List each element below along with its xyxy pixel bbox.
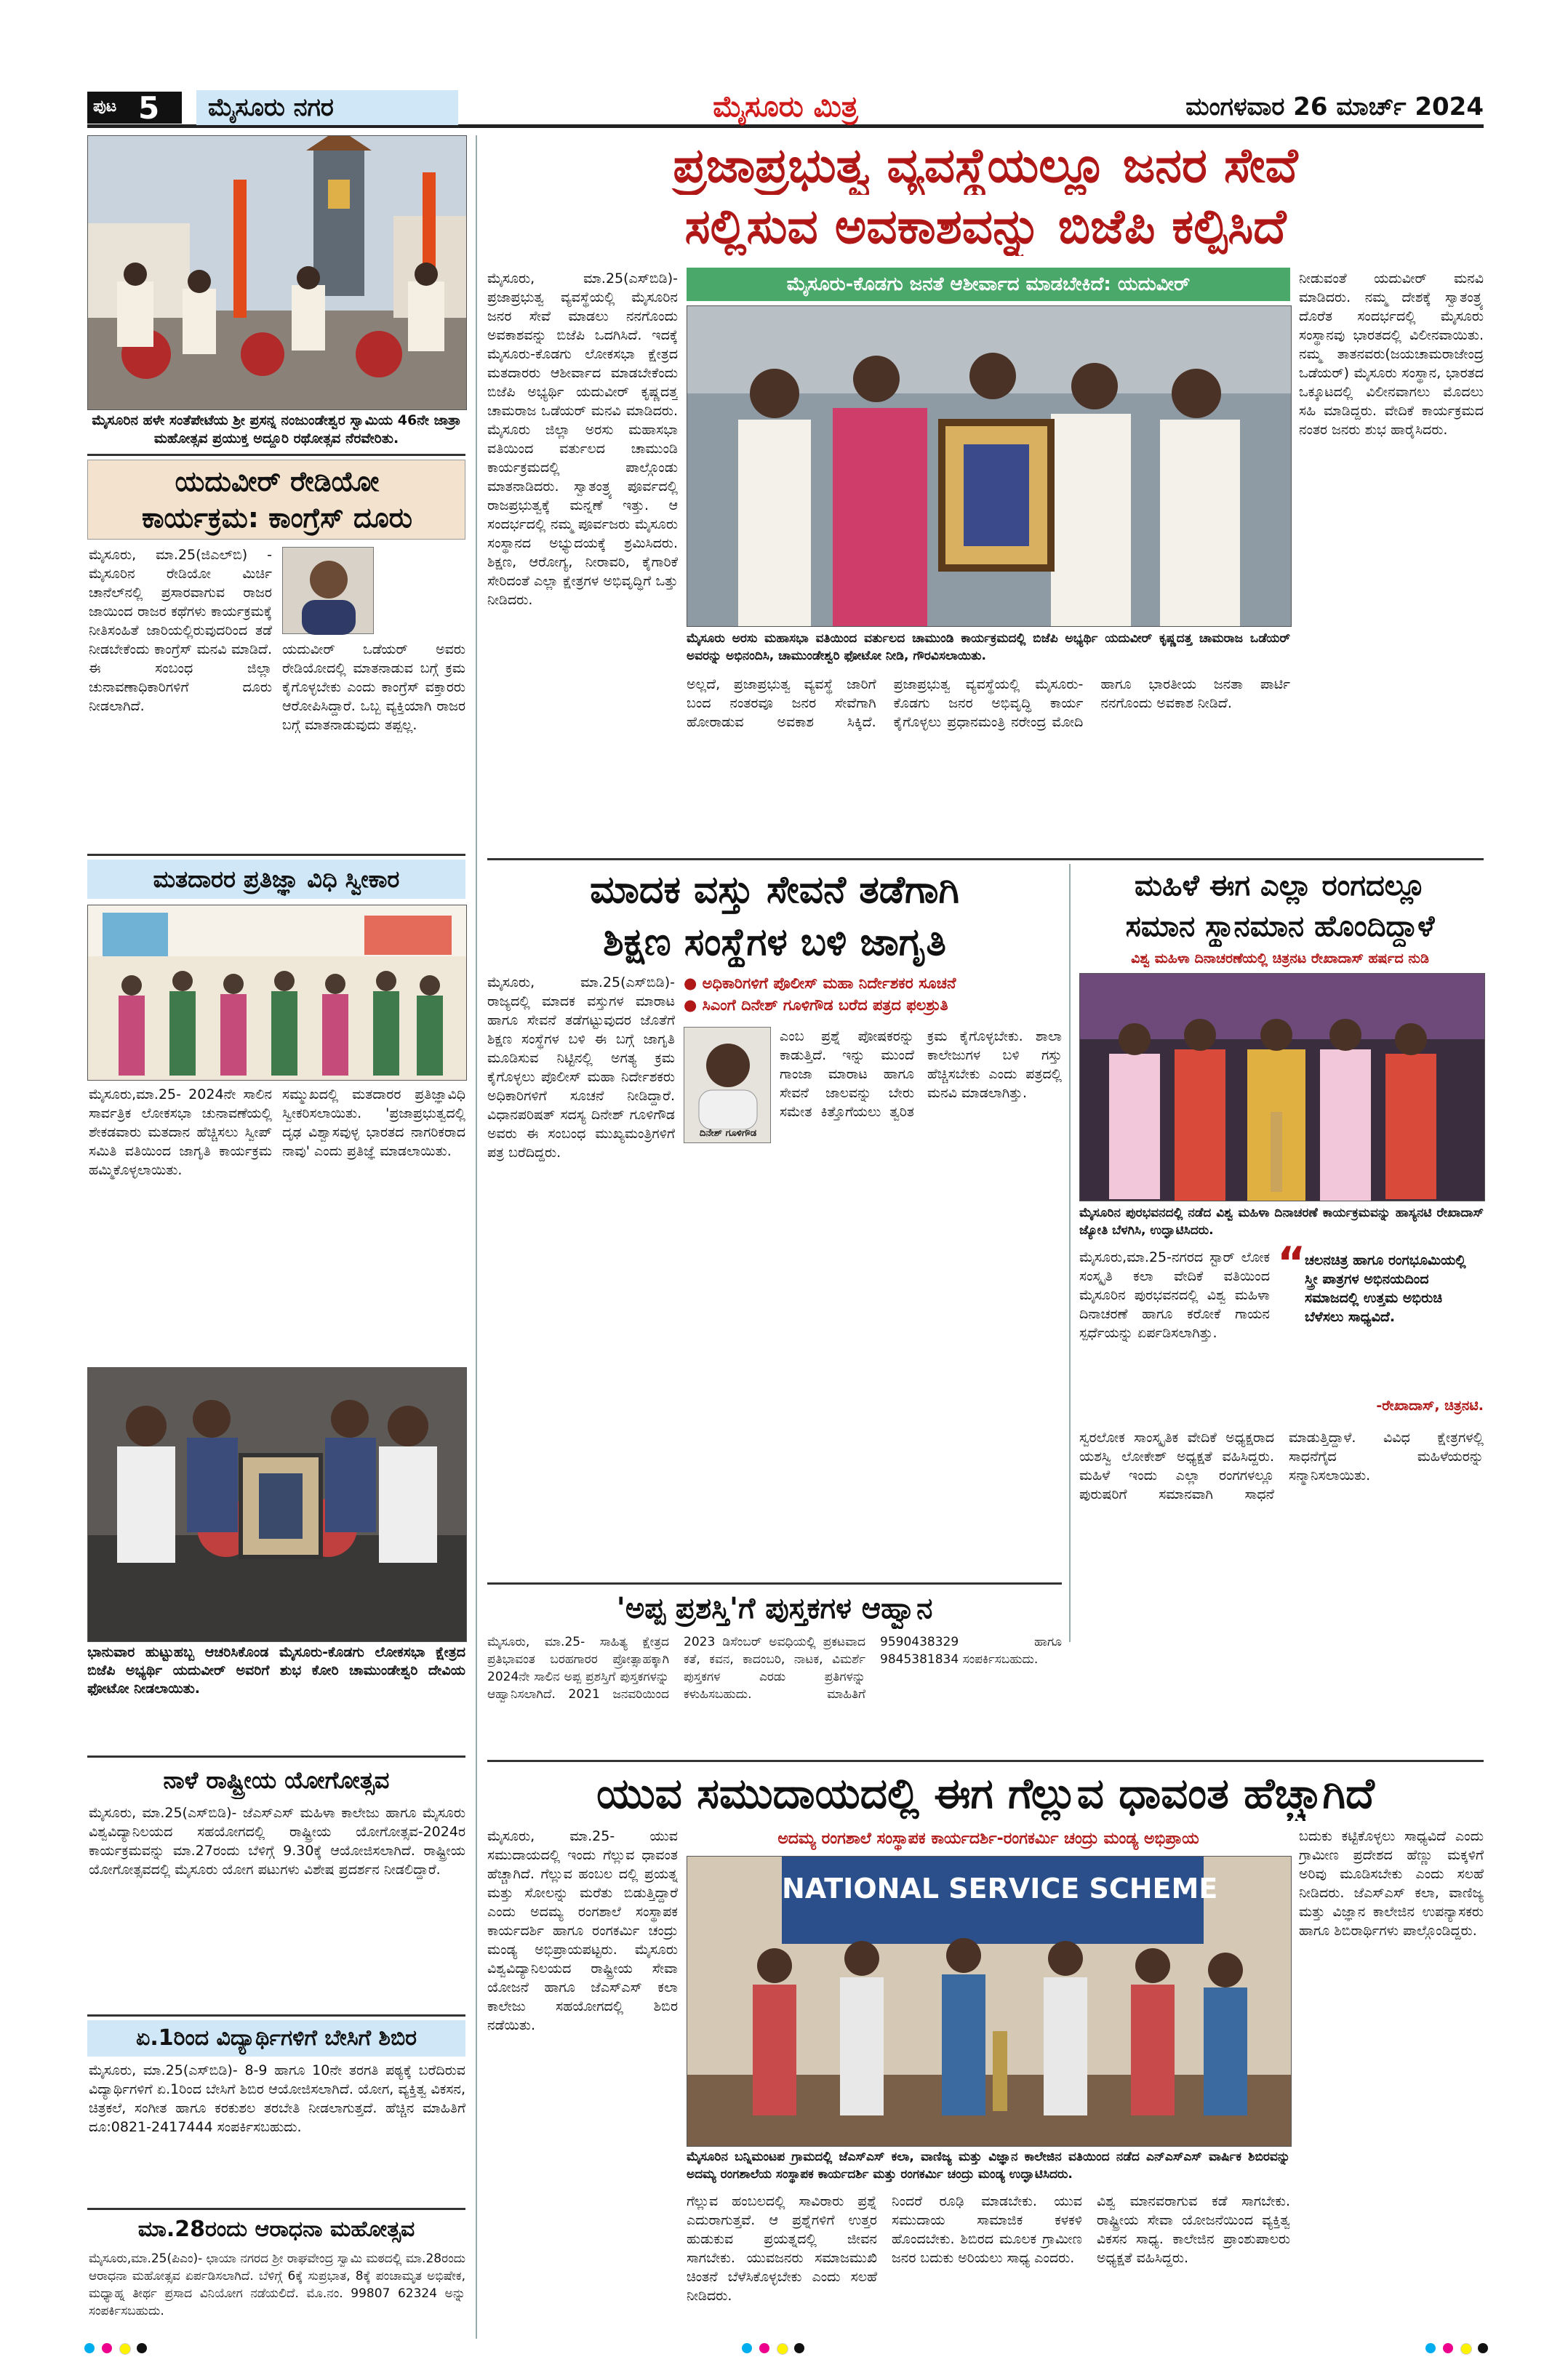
felicitation-photo-caption: ಮೈಸೂರು ಅರಸು ಮಹಾಸಭಾ ವತಿಯಿಂದ ವರ್ತುಲದ ಚಾಮುಂಡಿ ಕಾರ್ಯಕ್ರಮದಲ್ಲಿ ಬಿಜೆಪಿ ಅಭ್ಯರ್ಥಿ ಯದುವೀರ್ ಕೃಷ್ಣದತ್ತ ಚಾಮರಾಜ ಒಡೆಯರ್ ಅವರನ್ನು ಅಭಿನಂದಿಸಿ, ಚಾಮುಂಡೇಶ್ವರಿ ಫೋಟೋ ನೀಡಿ, ಗೌರವಿಸಲಾಯಿತು.: [687, 631, 1290, 663]
masthead: ಮೈಸೂರು ಮಿತ್ರ: [713, 90, 858, 124]
pledge-photo: [87, 905, 467, 1081]
youth-body-col4: ವಿಶ್ವ ಮಾನವರಾಗುವ ಕಡೆ ಸಾಗಬೇಕು. ರಾಷ್ಟ್ರೀಯ ಸೇವಾ ಯೋಜನೆಯಿಂದ ವ್ಯಕ್ತಿತ್ವ ವಿಕಸನ ಸಾಧ್ಯ. ಕಾಲೇಜಿನ ಪ್ರಾಂಶುಪಾಲರು ಅಧ್ಯಕ್ಷತೆ ವಹಿಸಿದ್ದರು.: [1097, 2193, 1290, 2266]
section-name: ಮೈಸೂರು ನಗರ: [196, 90, 458, 125]
registration-dot-magenta: [1443, 2343, 1453, 2353]
drugs-body-col1: ಮೈಸೂರು, ಮಾ.25(ಎಸ್‌ಬಿಡಿ)- ರಾಜ್ಯದಲ್ಲಿ ಮಾದಕ ವಸ್ತುಗಳ ಮಾರಾಟ ಹಾಗೂ ಸೇವನೆ ತಡೆಗಟ್ಟುವುದರ ಜೊತೆಗೆ ಶಿಕ್ಷಣ ಸಂಸ್ಥೆಗಳ ಬಳಿ ಈ ಬಗ್ಗೆ ಜಾಗೃತಿ ಮೂಡಿಸುವ ನಿಟ್ಟಿನಲ್ಲಿ ಅಗತ್ಯ ಕ್ರಮ ಕೈಗೊಳ್ಳಲು ಪೊಲೀಸ್ ಮಹಾ ನಿರ್ದೇಶಕರು ಅಧಿಕಾರಿಗಳಿಗೆ ಸೂಚನೆ ನೀಡಿದ್ದಾರೆ. ವಿಧಾನಪರಿಷತ್ ಸದಸ್ಯ ದಿನೇಶ್ ಗೂಳಿಗೌಡ ಅವರು ಈ ಸಂಬಂಧ ಮುಖ್ಯಮಂತ್ರಿಗಳಿಗೆ ಪತ್ರ ಬರೆದಿದ್ದರು.: [487, 974, 675, 1161]
youth-headline: ಯುವ ಸಮುದಾಯದಲ್ಲಿ ಈಗ ಗೆಲ್ಲುವ ಧಾವಂತ ಹೆಚ್ಚಾಗಿದೆ: [596, 1769, 1375, 1818]
birthday-illustration: [88, 1368, 466, 1641]
page-number: 5: [138, 90, 160, 126]
drugs-headline-1: ಮಾದಕ ವಸ್ತು ಸೇವನೆ ತಡೆಗಾಗಿ: [590, 868, 959, 912]
books-body: ಮೈಸೂರು, ಮಾ.25- ಸಾಹಿತ್ಯ ಕ್ಷೇತ್ರದ ಪ್ರತಿಭಾವಂತ ಬರಹಗಾರರ ಪ್ರೋತ್ಸಾಹಕ್ಕಾಗಿ 2024ನೇ ಸಾಲಿನ ಅಪ್ಪ ಪ್ರಶಸ್ತಿಗೆ ಪುಸ್ತಕಗಳನ್ನು ಆಹ್ವಾನಿಸಲಾಗಿದೆ. 2021 ಜನವರಿಯಿಂದ 2023 ಡಿಸೆಂಬರ್ ಅವಧಿಯಲ್ಲಿ ಪ್ರಕಟವಾದ ಕತೆ, ಕವನ, ಕಾದಂಬರಿ, ನಾಟಕ, ವಿಮರ್ಶೆ ಪುಸ್ತಕಗಳ ಎರಡು ಪ್ರತಿಗಳನ್ನು ಕಳುಹಿಸಬಹುದು. ಮಾಹಿತಿಗೆ 9590438329 ಹಾಗೂ 9845381834 ಸಂಪರ್ಕಿಸಬಹುದು.: [487, 1635, 1062, 1702]
radio-story-body-a: ಮೈಸೂರು, ಮಾ.25(ಜಿಎಲ್‌ಬಿ) - ಮೈಸೂರಿನ ರೇಡಿಯೋ ಮಿರ್ಚಿ ಚಾನೆಲ್‌ನಲ್ಲಿ ಪ್ರಸಾರವಾಗುವ ರಾಜರ ಜಾಯಿಂದ ರಾಜರ ಕಥೆಗಳು ಕಾರ್ಯಕ್ರಮಕ್ಕೆ ನೀತಿಸಂಹಿತೆ ಜಾರಿಯಲ್ಲಿರುವುದರಿಂದ ತಡೆ ನೀಡಬೇಕೆಂದು ಕಾಂಗ್ರೆಸ್ ಮನವಿ ಮಾಡಿದೆ. ಈ ಸಂಬಂಧ ಜಿಲ್ಲಾ ಚುನಾವಣಾಧಿಕಾರಿಗಳಿಗೆ ದೂರು ನೀಡಲಾಗಿದೆ.: [89, 547, 272, 714]
nss-banner-text: NATIONAL SERVICE SCHEME: [782, 1873, 1218, 1905]
nss-camp-photo-caption: ಮೈಸೂರಿನ ಬನ್ನಿಮಂಟಪ ಗ್ರಾಮದಲ್ಲಿ ಜೆಎಸ್‌ಎಸ್ ಕಲಾ, ವಾಣಿಜ್ಯ ಮತ್ತು ವಿಜ್ಞಾನ ಕಾಲೇಜಿನ ವತಿಯಿಂದ ನಡೆದ ಎನ್‌ಎಸ್‌ಎಸ್ ವಾರ್ಷಿಕ ಶಿಬಿರವನ್ನು ಅದಮ್ಯ ರಂಗಶಾಲೆಯ ಸಂಸ್ಥಾಪಕ ಕಾರ್ಯದರ್ಶಿ ಮತ್ತು ರಂಗಕರ್ಮಿ ಚಂದ್ರು ಮಂಡ್ಯ ಉದ್ಘಾಟಿಸಿದರು.: [687, 2150, 1290, 2182]
column-rule: [476, 135, 477, 2339]
issue-date: ಮಂಗಳವಾರ 26 ಮಾರ್ಚ್ 2024: [1185, 92, 1484, 121]
main-headline-line-2: ಸಲ್ಲಿಸುವ ಅವಕಾಶವನ್ನು ಬಿಜೆಪಿ ಕಲ್ಪಿಸಿದೆ: [684, 199, 1287, 255]
temple-photo-caption: ಮೈಸೂರಿನ ಹಳೇ ಸಂತೆಪೇಟೆಯ ಶ್ರೀ ಪ್ರಸನ್ನ ನಂಜುಂಡೇಶ್ವರ ಸ್ವಾಮಿಯ 46ನೇ ಜಾತ್ರಾ ಮಹೋತ್ಸವ ಪ್ರಯುಕ್ತ ಅದ್ದೂರಿ ರಥೋತ್ಸವ ನೆರವೇರಿತು.: [92, 412, 461, 447]
birthday-photo-caption: ಭಾನುವಾರ ಹುಟ್ಟುಹಬ್ಬ ಆಚರಿಸಿಕೊಂಡ ಮೈಸೂರು-ಕೊಡಗು ಲೋಕಸಭಾ ಕ್ಷೇತ್ರದ ಬಿಜೆಪಿ ಅಭ್ಯರ್ಥಿ ಯದುವೀರ್ ಅವರಿಗೆ ಶುಭ ಕೋರಿ ಚಾಮುಂಡೇಶ್ವರಿ ದೇವಿಯ ಫೋಟೋ ನೀಡಲಾಯಿತು.: [87, 1644, 465, 1697]
registration-dot-yellow: [777, 2343, 788, 2355]
registration-dot-cyan: [742, 2343, 752, 2353]
registration-dot-black: [1478, 2343, 1488, 2353]
camp-headline-box: [87, 2020, 465, 2057]
camp-headline: ಏ.1ರಿಂದ ವಿದ್ಯಾರ್ಥಿಗಳಿಗೆ ಬೇಸಿಗೆ ಶಿಬಿರ: [135, 2025, 417, 2051]
pledge-body-a: ಮೈಸೂರು,ಮಾ.25- 2024ನೇ ಸಾಲಿನ ಸಾರ್ವತ್ರಿಕ ಲೋಕಸಭಾ ಚುನಾವಣೆಯಲ್ಲಿ ಶೇಕಡವಾರು ಮತದಾನ ಹೆಚ್ಚಿಸಲು ಸ್ವೀಪ್ ಸಮಿತಿ ವತಿಯಿಂದ ಜಾಗೃತಿ ಕಾರ್ಯಕ್ರಮ ಹಮ್ಮಿಕೊಳ್ಳಲಾಯಿತು.: [89, 1086, 272, 1178]
drugs-bullet-2: ● ಸಿಎಂಗೆ ದಿನೇಶ್ ಗೂಳಿಗೌಡ ಬರೆದ ಪತ್ರದ ಫಲಶ್ರುತಿ: [684, 996, 948, 1014]
pledge-headline: ಮತದಾರರ ಪ್ರತಿಜ್ಞಾ ವಿಧಿ ಸ್ವೀಕಾರ: [153, 865, 400, 893]
column-rule: [1069, 864, 1071, 1642]
yoga-headline: ನಾಳೆ ರಾಷ್ಟ್ರೀಯ ಯೋಗೋತ್ಸವ: [163, 1766, 390, 1794]
divider: [87, 854, 465, 856]
person-portrait-icon: [684, 1028, 772, 1129]
nss-camp-photo: [687, 1856, 1292, 2147]
women-body-a: ಮೈಸೂರು,ಮಾ.25-ನಗರದ ಸ್ಟಾರ್ ಲೋಕ ಸಂಸ್ಕೃತಿ ಕಲಾ ವೇದಿಕೆ ವತಿಯಿಂದ ಮೈಸೂರಿನ ಪುರಭವನದಲ್ಲಿ ವಿಶ್ವ ಮಹಿಳಾ ದಿನಾಚರಣೆ ಹಾಗೂ ಕರೋಕೆ ಗಾಯನ ಸ್ಪರ್ಧೆಯನ್ನು ಏರ್ಪಡಿಸಲಾಗಿತ್ತು.: [1079, 1249, 1270, 1341]
pledge-illustration: [88, 905, 466, 1080]
yoga-headline-box: [87, 1761, 465, 1799]
women-quote-box: [1277, 1238, 1484, 1422]
yoga-body: ಮೈಸೂರು, ಮಾ.25(ಎಸ್‌ಬಿಡಿ)- ಜೆಎಸ್‌ಎಸ್ ಮಹಿಳಾ ಕಾಲೇಜು ಹಾಗೂ ಮೈಸೂರು ವಿಶ್ವವಿದ್ಯಾನಿಲಯದ ಸಹಯೋಗದಲ್ಲಿ ರಾಷ್ಟ್ರೀಯ ಯೋಗೋತ್ಸವ-2024ರ ಕಾರ್ಯಕ್ರಮವನ್ನು ಮಾ.27ರಂದು ಬೆಳಿಗ್ಗೆ 9.30ಕ್ಕೆ ಆಯೋಜಿಸಲಾಗಿದೆ. ರಾಷ್ಟ್ರೀಯ ಯೋಗೋತ್ಸವದಲ್ಲಿ ಮೈಸೂರು ಯೋಗ ಪಟುಗಳು ವಿಶೇಷ ಪ್ರದರ್ಶನ ನೀಡಲಿದ್ದಾರೆ.: [89, 1805, 465, 1878]
womens-day-photo: [1079, 973, 1485, 1201]
main-headline-line-1: ಪ್ರಜಾಪ್ರಭುತ್ವ ವ್ಯವಸ್ಥೆಯಲ್ಲೂ ಜನರ ಸೇವೆ: [673, 137, 1298, 193]
registration-dot-magenta: [759, 2343, 769, 2353]
divider: [87, 1756, 465, 1758]
radio-story-headline-box: [87, 460, 465, 540]
page-header: [87, 87, 1484, 128]
person-portrait-icon: [283, 548, 375, 635]
quote-mark-icon: “: [1277, 1238, 1306, 1289]
main-story-kicker: ಮೈಸೂರು-ಕೊಡಗು ಜನತೆ ಆಶೀರ್ವಾದ ಮಾಡಬೇಕಿದೆ: ಯದುವೀರ್: [786, 273, 1191, 295]
registration-dot-cyan: [1425, 2343, 1436, 2353]
divider: [487, 1760, 1484, 1762]
youth-body-col1: ಮೈಸೂರು, ಮಾ.25- ಯುವ ಸಮುದಾಯದಲ್ಲಿ ಇಂದು ಗೆಲ್ಲುವ ಧಾವಂತ ಹೆಚ್ಚಾಗಿದೆ. ಗೆಲ್ಲುವ ಹಂಬಲ ದಲ್ಲಿ ಪ್ರಯತ್ನ ಮತ್ತು ಸೋಲನ್ನು ಮರೆತು ಬಿಡುತ್ತಿದ್ದಾರೆ ಎಂದು ಅದಮ್ಯ ರಂಗಶಾಲೆ ಸಂಸ್ಥಾಪಕ ಕಾರ್ಯದರ್ಶಿ ಹಾಗೂ ರಂಗಕರ್ಮಿ ಚಂದ್ರು ಮಂಡ್ಯ ಅಭಿಪ್ರಾಯಪಟ್ಟರು. ಮೈಸೂರು ವಿಶ್ವವಿದ್ಯಾನಿಲಯದ ರಾಷ್ಟ್ರೀಯ ಸೇವಾ ಯೋಜನೆ ಹಾಗೂ ಜೆಎಸ್‌ಎಸ್ ಕಲಾ ಕಾಲೇಜು ಸಹಯೋಗದಲ್ಲಿ ಶಿಬಿರ ನಡೆಯಿತು.: [487, 1828, 678, 2033]
pledge-headline-box: [87, 860, 465, 899]
women-quote-author: -ರೇಖಾದಾಸ್, ಚಿತ್ರನಟಿ.: [1376, 1398, 1484, 1414]
registration-dot-yellow: [1460, 2343, 1472, 2355]
registration-dot-black: [137, 2343, 147, 2353]
womens-day-illustration: [1080, 974, 1484, 1201]
women-headline-2: ಸಮಾನ ಸ್ಥಾನಮಾನ ಹೊಂದಿದ್ದಾಳೆ: [1125, 910, 1435, 943]
drugs-bullet-1: ● ಅಧಿಕಾರಿಗಳಿಗೆ ಪೊಲೀಸ್ ಮಹಾ ನಿರ್ದೇಶಕರ ಸೂಚನೆ: [684, 974, 956, 992]
aradhana-headline: ಮಾ.28ರಂದು ಆರಾಧನಾ ಮಹೋತ್ಸವ: [137, 2217, 415, 2242]
women-headline-1: ಮಹಿಳೆ ಈಗ ಎಲ್ಲಾ ರಂಗದಲ್ಲೂ: [1134, 869, 1426, 902]
main-story-body-col1: ಮೈಸೂರು, ಮಾ.25(ಎಸ್‌ಬಿಡಿ)- ಪ್ರಜಾಪ್ರಭುತ್ವ ವ್ಯವಸ್ಥೆಯಲ್ಲಿ ಮೈಸೂರಿನ ಜನರ ಸೇವೆ ಮಾಡಲು ನನಗೊಂದು ಅವಕಾಶವನ್ನು ಬಿಜೆಪಿ ಒದಗಿಸಿದೆ. ಇದಕ್ಕೆ ಮೈಸೂರು-ಕೊಡಗು ಲೋಕಸಭಾ ಕ್ಷೇತ್ರದ ಮತದಾರರು ಆಶೀರ್ವಾದ ಮಾಡಬೇಕೆಂದು ಬಿಜೆಪಿ ಅಭ್ಯರ್ಥಿ ಯದುವೀರ್ ಕೃಷ್ಣದತ್ತ ಚಾಮರಾಜ ಒಡೆಯರ್ ಮನವಿ ಮಾಡಿದರು. ಮೈಸೂರು ಜಿಲ್ಲಾ ಅರಸು ಮಹಾಸಭಾ ವತಿಯಿಂದ ವರ್ತುಲದ ಚಾಮುಂಡಿ ಕಾರ್ಯಕ್ರಮದಲ್ಲಿ ಪಾಲ್ಗೊಂಡು ಮಾತನಾಡಿದರು. ಸ್ವಾತಂತ್ರ್ಯ ಪೂರ್ವದಲ್ಲಿ ರಾಜಪ್ರಭುತ್ವಕ್ಕೆ ಮನ್ನಣೆ ಇತ್ತು. ಆ ಸಂದರ್ಭದಲ್ಲಿ ನಮ್ಮ ಪೂರ್ವಜರು ಮೈಸೂರು ಸಂಸ್ಥಾನದ ಅಭ್ಯುದಯಕ್ಕೆ ಶ್ರಮಿಸಿದರು. ಶಿಕ್ಷಣ, ಆರೋಗ್ಯ, ನೀರಾವರಿ, ಕೈಗಾರಿಕೆ ಸೇರಿದಂತೆ ಎಲ್ಲಾ ಕ್ಷೇತ್ರಗಳ ಅಭಿವೃದ್ಧಿಗೆ ಒತ್ತು ನೀಡಿದರು.: [487, 271, 678, 608]
divider: [487, 1582, 1062, 1585]
drugs-body-col2: ಎಂಬ ಪ್ರಶ್ನೆ ಪೋಷಕರನ್ನು ಕಾಡುತ್ತಿದೆ. ಇನ್ನು ಮುಂದೆ ಗಾಂಜಾ ಮಾರಾಟ ಹಾಗೂ ಸೇವನೆ ಜಾಲವನ್ನು ಬೇರು ಸಮೇತ ಕಿತ್ತೊಗೆಯಲು ತ್ವರಿತ ಕ್ರಮ ಕೈಗೊಳ್ಳಬೇಕು. ಶಾಲಾ ಕಾಲೇಜುಗಳ ಬಳಿ ಗಸ್ತು ಹೆಚ್ಚಿಸಬೇಕು ಎಂದು ಪತ್ರದಲ್ಲಿ ಮನವಿ ಮಾಡಲಾಗಿತ್ತು.: [780, 1028, 1062, 1120]
divider: [87, 2014, 465, 2017]
temple-festival-photo: [87, 135, 467, 410]
registration-dot-magenta: [102, 2343, 112, 2353]
youth-body-col3: ನಿಂದರೆ ರೂಢಿ ಮಾಡಬೇಕು. ಯುವ ಸಮುದಾಯ ಸಾಮಾಜಿಕ ಕಳಕಳಿ ಹೊಂದಬೇಕು. ಶಿಬಿರದ ಮೂಲಕ ಗ್ರಾಮೀಣ ಜನರ ಬದುಕು ಅರಿಯಲು ಸಾಧ್ಯ ಎಂದರು.: [892, 2193, 1082, 2266]
birthday-photo: [87, 1367, 467, 1642]
temple-festival-illustration: [88, 136, 466, 409]
camp-body: ಮೈಸೂರು, ಮಾ.25(ಎಸ್‌ಬಿಡಿ)- 8-9 ಹಾಗೂ 10ನೇ ತರಗತಿ ಪಠ್ಯಕ್ಕೆ ಬರೆದಿರುವ ವಿದ್ಯಾರ್ಥಿಗಳಿಗೆ ಏ.1ರಿಂದ ಬೇಸಿಗೆ ಶಿಬಿರ ಆಯೋಜಿಸಲಾಗಿದೆ. ಯೋಗ, ವ್ಯಕ್ತಿತ್ವ ವಿಕಸನ, ಚಿತ್ರಕಲೆ, ಸಂಗೀತ ಹಾಗೂ ಕರಕುಶಲ ತರಬೇತಿ ನೀಡಲಾಗುತ್ತದೆ. ಹೆಚ್ಚಿನ ಮಾಹಿತಿಗೆ ದೂ:0821-2417444 ಸಂಪರ್ಕಿಸಬಹುದು.: [89, 2062, 465, 2135]
registration-dot-yellow: [119, 2343, 131, 2355]
felicitation-photo: [687, 305, 1292, 627]
women-body-b: ಸ್ವರಲೋಕ ಸಾಂಸ್ಕೃತಿಕ ವೇದಿಕೆ ಅಧ್ಯಕ್ಷರಾದ ಯಶಸ್ವಿ ಲೋಕೇಶ್ ಅಧ್ಯಕ್ಷತೆ ವಹಿಸಿದ್ದರು. ಮಹಿಳೆ ಇಂದು ಎಲ್ಲಾ ರಂಗಗಳಲ್ಲೂ ಪುರುಷರಿಗೆ ಸಮಾನವಾಗಿ ಸಾಧನೆ ಮಾಡುತ್ತಿದ್ದಾಳೆ. ವಿವಿಧ ಕ್ಷೇತ್ರಗಳಲ್ಲಿ ಸಾಧನೆಗೈದ ಮಹಿಳೆಯರನ್ನು ಸನ್ಮಾನಿಸಲಾಯಿತು.: [1079, 1430, 1484, 1502]
women-subhead: ವಿಶ್ವ ಮಹಿಳಾ ದಿನಾಚರಣೆಯಲ್ಲಿ ಚಿತ್ರನಟ ರೇಖಾದಾಸ್ ಹರ್ಷದ ನುಡಿ: [1131, 950, 1429, 966]
women-quote: ಚಲನಚಿತ್ರ ಹಾಗೂ ರಂಗಭೂಮಿಯಲ್ಲಿ ಸ್ತ್ರೀ ಪಾತ್ರಗಳ ಅಭಿನಯದಿಂದ ಸಮಾಜದಲ್ಲಿ ಉತ್ತಮ ಅಭಿರುಚಿ ಬೆಳೆಸಲು ಸಾಧ್ಯವಿದೆ.: [1305, 1252, 1466, 1325]
drugs-person-label: ದಿನೇಶ್ ಗೂಳಿಗೌಡ: [699, 1128, 757, 1139]
page-label: ಪುಟ: [93, 97, 117, 116]
page-label-box: [87, 92, 182, 124]
womens-day-photo-caption: ಮೈಸೂರಿನ ಪುರಭವನದಲ್ಲಿ ನಡೆದ ವಿಶ್ವ ಮಹಿಳಾ ದಿನಾಚರಣೆ ಕಾರ್ಯಕ್ರಮವನ್ನು ಹಾಸ್ಯನಟಿ ರೇಖಾದಾಸ್ ಜ್ಯೋತಿ ಬೆಳಗಿಸಿ, ಉದ್ಘಾಟಿಸಿದರು.: [1079, 1206, 1484, 1238]
youth-subhead: ಅದಮ್ಯ ರಂಗಶಾಲೆ ಸಂಸ್ಥಾಪಕ ಕಾರ್ಯದರ್ಶಿ-ರಂಗಕರ್ಮಿ ಚಂದ್ರು ಮಂಡ್ಯ ಅಭಿಪ್ರಾಯ: [777, 1830, 1199, 1848]
radio-story-body-b: ಯದುವೀರ್ ಒಡೆಯರ್ ಅವರು ರೇಡಿಯೋದಲ್ಲಿ ಮಾತನಾಡುವ ಬಗ್ಗೆ ಕ್ರಮ ಕೈಗೊಳ್ಳಬೇಕು ಎಂದು ಕಾಂಗ್ರೆಸ್ ವಕ್ತಾರರು ಆರೋಪಿಸಿದ್ದಾರೆ. ಒಬ್ಬ ವ್ಯಕ್ತಿಯಾಗಿ ರಾಜರ ಬಗ್ಗೆ ಮಾತನಾಡುವುದು ತಪ್ಪಲ್ಲ.: [282, 641, 465, 733]
radio-story-person-photo: [282, 547, 374, 634]
drugs-headline-2: ಶಿಕ್ಷಣ ಸಂಸ್ಥೆಗಳ ಬಳಿ ಜಾಗೃತಿ: [603, 921, 946, 964]
radio-story-headline-1: ಯದುವೀರ್ ರೇಡಿಯೋ: [175, 465, 380, 497]
main-story-body-col2: ಅಲ್ಲದೆ, ಪ್ರಜಾಪ್ರಭುತ್ವ ವ್ಯವಸ್ಥೆ ಜಾರಿಗೆ ಬಂದ ನಂತರವೂ ಜನರ ಸೇವೆಗಾಗಿ ಹೋರಾಡುವ ಅವಕಾಶ ಸಿಕ್ಕಿದೆ. ಪ್ರಜಾಪ್ರಭುತ್ವ ವ್ಯವಸ್ಥೆಯಲ್ಲಿ ಮೈಸೂರು-ಕೊಡಗು ಜನರ ಅಭಿವೃದ್ಧಿ ಕಾರ್ಯ ಕೈಗೊಳ್ಳಲು ಪ್ರಧಾನಮಂತ್ರಿ ನರೇಂದ್ರ ಮೋದಿ ಹಾಗೂ ಭಾರತೀಯ ಜನತಾ ಪಾರ್ಟಿ ನನಗೊಂದು ಅವಕಾಶ ನೀಡಿದೆ.: [687, 676, 1290, 730]
felicitation-illustration: [687, 306, 1291, 626]
divider: [87, 2208, 465, 2210]
books-headline: 'ಅಪ್ಪ ಪ್ರಶಸ್ತಿ'ಗೆ ಪುಸ್ತಕಗಳ ಆಹ್ವಾನ: [616, 1592, 933, 1625]
radio-story-headline-2: ಕಾರ್ಯಕ್ರಮ: ಕಾಂಗ್ರೆಸ್ ದೂರು: [142, 502, 412, 534]
pledge-body-b: ಸಮ್ಮುಖದಲ್ಲಿ ಮತದಾರರ ಪ್ರತಿಜ್ಞಾವಿಧಿ ಸ್ವೀಕರಿಸಲಾಯಿತು. 'ಪ್ರಜಾಪ್ರಭುತ್ವದಲ್ಲಿ ದೃಢ ವಿಶ್ವಾಸವುಳ್ಳ ಭಾರತದ ನಾಗರಿಕರಾದ ನಾವು' ಎಂದು ಪ್ರತಿಜ್ಞೆ ಮಾಡಲಾಯಿತು.: [282, 1086, 465, 1159]
drugs-person-photo: [684, 1027, 771, 1143]
divider: [87, 454, 465, 456]
registration-dot-cyan: [84, 2343, 95, 2353]
youth-body-col5: ಬದುಕು ಕಟ್ಟಿಕೊಳ್ಳಲು ಸಾಧ್ಯವಿದೆ ಎಂದು ಗ್ರಾಮೀಣ ಪ್ರದೇಶದ ಹೆಣ್ಣು ಮಕ್ಕಳಿಗೆ ಅರಿವು ಮೂಡಿಸಬೇಕು ಎಂದು ಸಲಹೆ ನೀಡಿದರು. ಜೆಎಸ್‌ಎಸ್ ಕಲಾ, ವಾಣಿಜ್ಯ ಮತ್ತು ವಿಜ್ಞಾನ ಕಾಲೇಜಿನ ಉಪನ್ಯಾಸಕರು ಹಾಗೂ ಶಿಬಿರಾರ್ಥಿಗಳು ಪಾಲ್ಗೊಂಡಿದ್ದರು.: [1299, 1828, 1484, 1939]
main-story-body-col3: ನೀಡುವಂತೆ ಯದುವೀರ್ ಮನವಿ ಮಾಡಿದರು. ನಮ್ಮ ದೇಶಕ್ಕೆ ಸ್ವಾತಂತ್ರ್ಯ ದೊರೆತ ಸಂದರ್ಭದಲ್ಲಿ ಮೈಸೂರು ಸಂಸ್ಥಾನವು ಭಾರತದಲ್ಲಿ ವಿಲೀನವಾಯಿತು. ನಮ್ಮ ತಾತನವರು(ಜಯಚಾಮರಾಜೇಂದ್ರ ಒಡೆಯರ್) ಮೈಸೂರು ಸಂಸ್ಥಾನ, ಭಾರತದ ಒಕ್ಕೂಟದಲ್ಲಿ ವಿಲೀನವಾಗಲು ಮೊದಲು ಸಹಿ ಮಾಡಿದ್ದರು. ವೇದಿಕೆ ಕಾರ್ಯಕ್ರಮದ ನಂತರ ಜನರು ಶುಭ ಹಾರೈಸಿದರು.: [1299, 271, 1484, 438]
aradhana-headline-box: [87, 2212, 465, 2247]
aradhana-body: ಮೈಸೂರು,ಮಾ.25(ಪಿಎಂ)- ಛಾಯಾ ನಗರದ ಶ್ರೀ ರಾಘವೇಂದ್ರ ಸ್ವಾಮಿ ಮಠದಲ್ಲಿ ಮಾ.28ರಂದು ಆರಾಧನಾ ಮಹೋತ್ಸವ ಏರ್ಪಡಿಸಲಾಗಿದೆ. ಬೆಳಿಗ್ಗೆ 6ಕ್ಕೆ ಸುಪ್ರಭಾತ, 8ಕ್ಕೆ ಪಂಚಾಮೃತ ಅಭಿಷೇಕ, ಮಧ್ಯಾಹ್ನ ತೀರ್ಥ ಪ್ರಸಾದ ವಿನಿಯೋಗ ನಡೆಯಲಿದೆ. ಮೊ.ನಂ. 99807 62324 ಅನ್ನು ಸಂಪರ್ಕಿಸಬಹುದು.: [89, 2251, 465, 2318]
registration-dot-black: [794, 2343, 804, 2353]
main-story-kicker-box: [687, 268, 1290, 301]
divider: [487, 858, 1484, 860]
youth-body-col2: ಗೆಲ್ಲುವ ಹಂಬಲದಲ್ಲಿ ಸಾವಿರಾರು ಪ್ರಶ್ನೆ ಎದುರಾಗುತ್ತವೆ. ಆ ಪ್ರಶ್ನೆಗಳಿಗೆ ಉತ್ತರ ಹುಡುಕುವ ಪ್ರಯತ್ನದಲ್ಲಿ ಜೀವನ ಸಾಗಬೇಕು. ಯುವಜನರು ಸಮಾಜಮುಖಿ ಚಿಂತನೆ ಬೆಳೆಸಿಕೊಳ್ಳಬೇಕು ಎಂದು ಸಲಹೆ ನೀಡಿದರು.: [687, 2193, 877, 2304]
